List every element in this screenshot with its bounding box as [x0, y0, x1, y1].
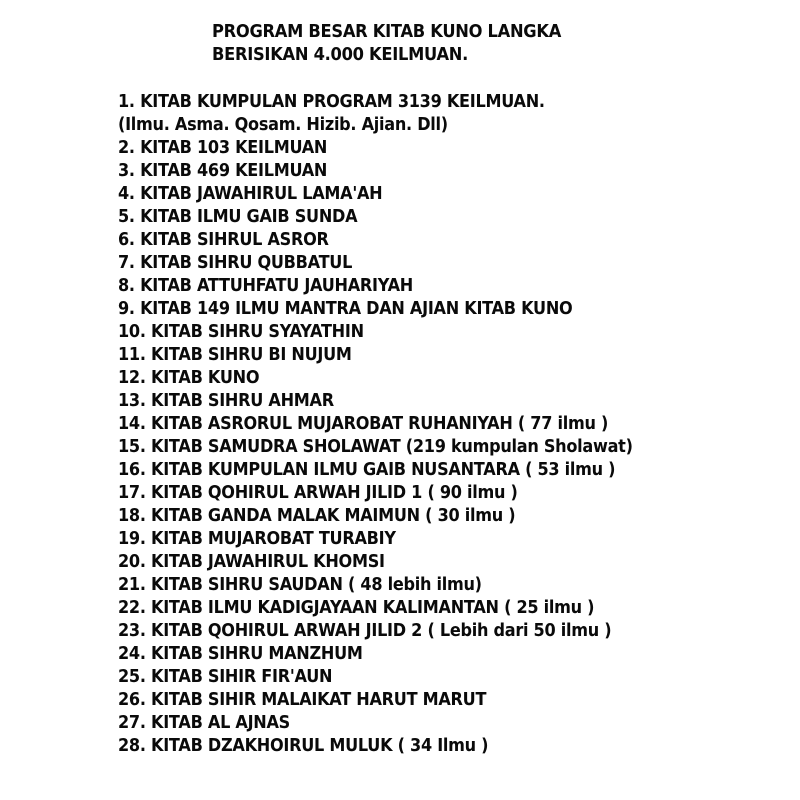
list-item: 7. KITAB SIHRU QUBBATUL — [118, 253, 353, 273]
list-item: 24. KITAB SIHRU MANZHUM — [118, 644, 363, 664]
list-item: 6. KITAB SIHRUL ASROR — [118, 230, 329, 250]
list-item: 4. KITAB JAWAHIRUL LAMA'AH — [118, 184, 383, 204]
list-item: 25. KITAB SIHIR FIR'AUN — [118, 667, 333, 687]
title-line-1: PROGRAM BESAR KITAB KUNO LANGKA — [212, 22, 562, 42]
list-item: 5. KITAB ILMU GAIB SUNDA — [118, 207, 358, 227]
list-item: 18. KITAB GANDA MALAK MAIMUN ( 30 ilmu ) — [118, 506, 516, 526]
title-line-2: BERISIKAN 4.000 KEILMUAN. — [212, 45, 469, 65]
list-item: 16. KITAB KUMPULAN ILMU GAIB NUSANTARA ( 53 ilmu ) — [118, 460, 616, 480]
list-item: 14. KITAB ASRORUL MUJAROBAT RUHANIYAH ( 77 ilmu ) — [118, 414, 609, 434]
kitab-list — [118, 91, 633, 758]
list-item: 1. KITAB KUMPULAN PROGRAM 3139 KEILMUAN. — [118, 92, 545, 112]
list-item: 21. KITAB SIHRU SAUDAN ( 48 lebih ilmu) — [118, 575, 482, 595]
list-item: 9. KITAB 149 ILMU MANTRA DAN AJIAN KITAB KUNO — [118, 299, 573, 319]
list-item: 17. KITAB QOHIRUL ARWAH JILID 1 ( 90 ilmu ) — [118, 483, 518, 503]
list-item-subtitle: (Ilmu. Asma. Qosam. Hizib. Ajian. Dll) — [118, 115, 448, 135]
list-item: 11. KITAB SIHRU BI NUJUM — [118, 345, 352, 365]
list-item: 2. KITAB 103 KEILMUAN — [118, 138, 328, 158]
list-item: 22. KITAB ILMU KADIGJAYAAN KALIMANTAN ( 25 ilmu ) — [118, 598, 595, 618]
list-item: 27. KITAB AL AJNAS — [118, 713, 291, 733]
document-title — [212, 21, 561, 67]
list-item: 10. KITAB SIHRU SYAYATHIN — [118, 322, 364, 342]
list-item: 28. KITAB DZAKHOIRUL MULUK ( 34 Ilmu ) — [118, 736, 489, 756]
list-item: 8. KITAB ATTUHFATU JAUHARIYAH — [118, 276, 413, 296]
list-item: 19. KITAB MUJAROBAT TURABIY — [118, 529, 396, 549]
list-item: 3. KITAB 469 KEILMUAN — [118, 161, 328, 181]
list-item: 12. KITAB KUNO — [118, 368, 260, 388]
list-item: 23. KITAB QOHIRUL ARWAH JILID 2 ( Lebih dari 50 ilmu ) — [118, 621, 612, 641]
list-item: 26. KITAB SIHIR MALAIKAT HARUT MARUT — [118, 690, 487, 710]
list-item: 15. KITAB SAMUDRA SHOLAWAT (219 kumpulan Sholawat) — [118, 437, 633, 457]
list-item: 13. KITAB SIHRU AHMAR — [118, 391, 334, 411]
list-item: 20. KITAB JAWAHIRUL KHOMSI — [118, 552, 385, 572]
